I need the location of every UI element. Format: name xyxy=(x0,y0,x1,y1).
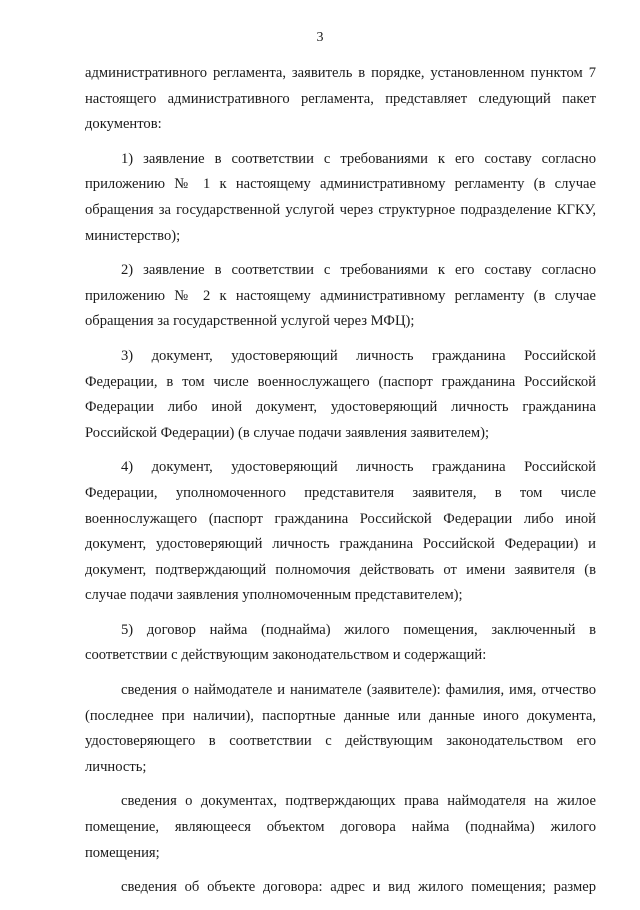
document-body xyxy=(85,61,596,910)
paragraph-item-5: 5) договор найма (поднайма) жилого помещения, заключенный в соответствии с действующим законодательством и содержащий: xyxy=(85,621,596,664)
paragraph-item-4: 4) документ, удостоверяющий личность гражданина Российской Федерации, уполномоченного представителя заявителя, в том числе военнослужащего (паспорт гражданина Российской Федерации либо иной документ, удостоверяющий личность гражданина Российской Федерации) и документ, подтверждающий полномочия действовать от имени заявителя (в случае подачи заявления уполномоченным представителем); xyxy=(85,459,596,604)
paragraph-item-3: 3) документ, удостоверяющий личность гражданина Российской Федерации, в том числе военнослужащего (паспорт гражданина Российской Федерации либо иной документ, удостоверяющий личность гражданина Российской Федерации) (в случае подачи заявления заявителем); xyxy=(85,347,596,441)
paragraph-landlord-rights-docs: сведения о документах, подтверждающих права наймодателя на жилое помещение, являющееся объектом договора найма (поднайма) жилого помещения; xyxy=(85,793,596,861)
paragraph-item-2: 2) заявление в соответствии с требованиями к его составу согласно приложению № 2 к настоящему административному регламенту (в случае обращения за государственной услугой через МФЦ); xyxy=(85,262,596,330)
paragraph-landlord-tenant-info: сведения о наймодателе и нанимателе (заявителе): фамилия, имя, отчество (последнее при наличии), паспортные данные или данные иного документа, удостоверяющего в соответствии с действующим законодательством его личность; xyxy=(85,682,596,775)
paragraph-intro: административного регламента, заявитель в порядке, установленном пунктом 7 настоящего административного регламента, представляет следующий пакет документов: xyxy=(85,65,596,133)
paragraph-contract-object: сведения об объекте договора: адрес и вид жилого помещения; размер xyxy=(121,879,596,896)
page-number: 3 xyxy=(316,30,324,45)
paragraph-item-1: 1) заявление в соответствии с требованиями к его составу согласно приложению № 1 к настоящему административному регламенту (в случае обращения за государственной услугой через структурное подразделение КГКУ, министерство); xyxy=(85,150,596,244)
